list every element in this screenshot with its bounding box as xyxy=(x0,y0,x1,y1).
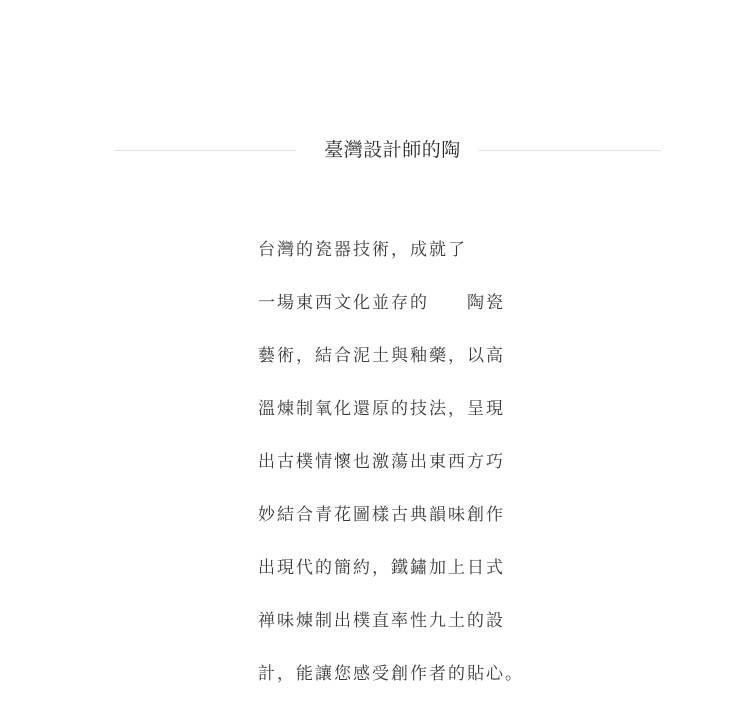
description-paragraph xyxy=(258,238,558,715)
right-divider xyxy=(479,150,661,151)
paragraph-line: 一場東西文化並存的 陶瓷 xyxy=(258,293,505,313)
paragraph-line: 妙結合青花圖樣古典韻味創作 xyxy=(258,505,505,525)
paragraph-line: 計，能讓您感受創作者的貼心。 xyxy=(258,664,524,684)
section-title: 臺灣設計師的陶 xyxy=(324,139,461,161)
section-header xyxy=(114,136,661,164)
paragraph-line: 藝術，結合泥土與釉藥，以高 xyxy=(258,346,505,366)
paragraph-line: 溫煉制氧化還原的技法，呈現 xyxy=(258,399,505,419)
paragraph-line: 出古樸情懷也激蕩出東西方巧 xyxy=(258,452,505,472)
left-divider xyxy=(114,150,296,151)
paragraph-line: 禅味煉制出樸直率性九土的設 xyxy=(258,611,505,631)
paragraph-line: 台灣的瓷器技術，成就了 xyxy=(258,240,467,260)
paragraph-line: 出現代的簡約，鐵鏽加上日式 xyxy=(258,558,505,578)
